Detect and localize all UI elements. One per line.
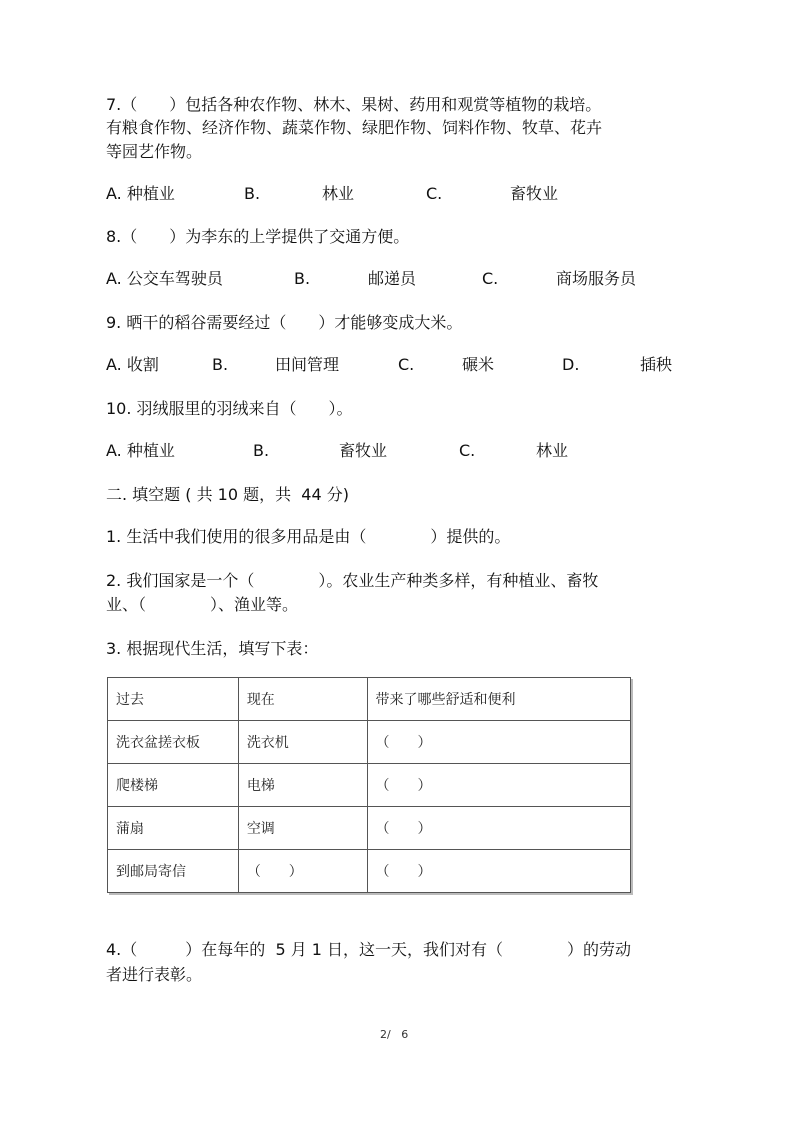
- table-header-row: [108, 678, 631, 721]
- section-2-title: 二. 填空题 ( 共 10 题，共 44 分): [106, 485, 349, 504]
- table-cell: 爬楼梯: [108, 764, 239, 807]
- table-header-cell: 现在: [238, 678, 367, 721]
- q10-option-b-text: 畜牧业: [339, 441, 388, 460]
- q7-option-b-letter: B.: [244, 184, 261, 203]
- fill-question-4-line-2: 者进行表彰。: [106, 965, 203, 984]
- table-cell: 洗衣机: [238, 721, 367, 764]
- fill-question-2-line-2: 业、（ ）、渔业等。: [106, 595, 299, 614]
- fill-question-3: 3. 根据现代生活，填写下表：: [106, 639, 319, 658]
- q9-option-b-letter: B.: [212, 355, 229, 374]
- question-7-line-3: 等园艺作物。: [106, 142, 203, 161]
- fill-question-2-line-1: 2. 我们国家是一个（ ）。农业生产种类多样，有种植业、畜牧: [106, 571, 599, 590]
- question-10: 10. 羽绒服里的羽绒来自（ ）。: [106, 399, 353, 418]
- table-row: [108, 807, 631, 850]
- q7-option-a: A. 种植业: [106, 184, 175, 203]
- table-cell: （ ）: [367, 721, 630, 764]
- table-row: [108, 850, 631, 893]
- table-cell: 蒲扇: [108, 807, 239, 850]
- page-number: 2/ 6: [380, 1028, 409, 1041]
- modern-life-table: [107, 677, 631, 893]
- q7-option-c-text: 畜牧业: [510, 184, 559, 203]
- q9-option-d-text: 插秧: [640, 355, 673, 374]
- table-cell: 洗衣盆搓衣板: [108, 721, 239, 764]
- q8-option-b-letter: B.: [294, 269, 311, 288]
- q10-option-b-letter: B.: [253, 441, 270, 460]
- table-cell: （ ）: [367, 850, 630, 893]
- q8-option-a: A. 公交车驾驶员: [106, 269, 223, 288]
- question-8: 8.（ ）为李东的上学提供了交通方便。: [106, 227, 410, 246]
- question-7-line-1: 7.（ ）包括各种农作物、林木、果树、药用和观赏等植物的栽培。: [106, 95, 602, 114]
- q9-option-b-text: 田间管理: [275, 355, 340, 374]
- q10-option-c-letter: C.: [459, 441, 476, 460]
- question-7-line-2: 有粮食作物、经济作物、蔬菜作物、绿肥作物、饲料作物、牧草、花卉: [106, 118, 603, 137]
- table-row: [108, 721, 631, 764]
- table-row: [108, 764, 631, 807]
- fill-question-1: 1. 生活中我们使用的很多用品是由（ ）提供的。: [106, 527, 511, 546]
- q7-option-b-text: 林业: [322, 184, 355, 203]
- table-cell: 到邮局寄信: [108, 850, 239, 893]
- q10-option-c-text: 林业: [536, 441, 569, 460]
- q10-option-a: A. 种植业: [106, 441, 175, 460]
- table-cell: （ ）: [367, 807, 630, 850]
- table-cell: （ ）: [367, 764, 630, 807]
- q7-option-c-letter: C.: [426, 184, 443, 203]
- table-cell: 空调: [238, 807, 367, 850]
- q8-option-c-text: 商场服务员: [556, 269, 637, 288]
- q9-option-d-letter: D.: [562, 355, 580, 374]
- table-header-cell: 过去: [108, 678, 239, 721]
- q8-option-b-text: 邮递员: [368, 269, 417, 288]
- q8-option-c-letter: C.: [482, 269, 499, 288]
- table-header-cell: 带来了哪些舒适和便利: [367, 678, 630, 721]
- fill-question-4-line-1: 4.（ ）在每年的 5 月 1 日，这一天，我们对有（ ）的劳动: [106, 940, 632, 959]
- q9-option-c-text: 碾米: [462, 355, 495, 374]
- table-cell: 电梯: [238, 764, 367, 807]
- question-9: 9. 晒干的稻谷需要经过（ ）才能够变成大米。: [106, 313, 463, 332]
- table-cell: （ ）: [238, 850, 367, 893]
- q9-option-a: A. 收割: [106, 355, 159, 374]
- q9-option-c-letter: C.: [398, 355, 415, 374]
